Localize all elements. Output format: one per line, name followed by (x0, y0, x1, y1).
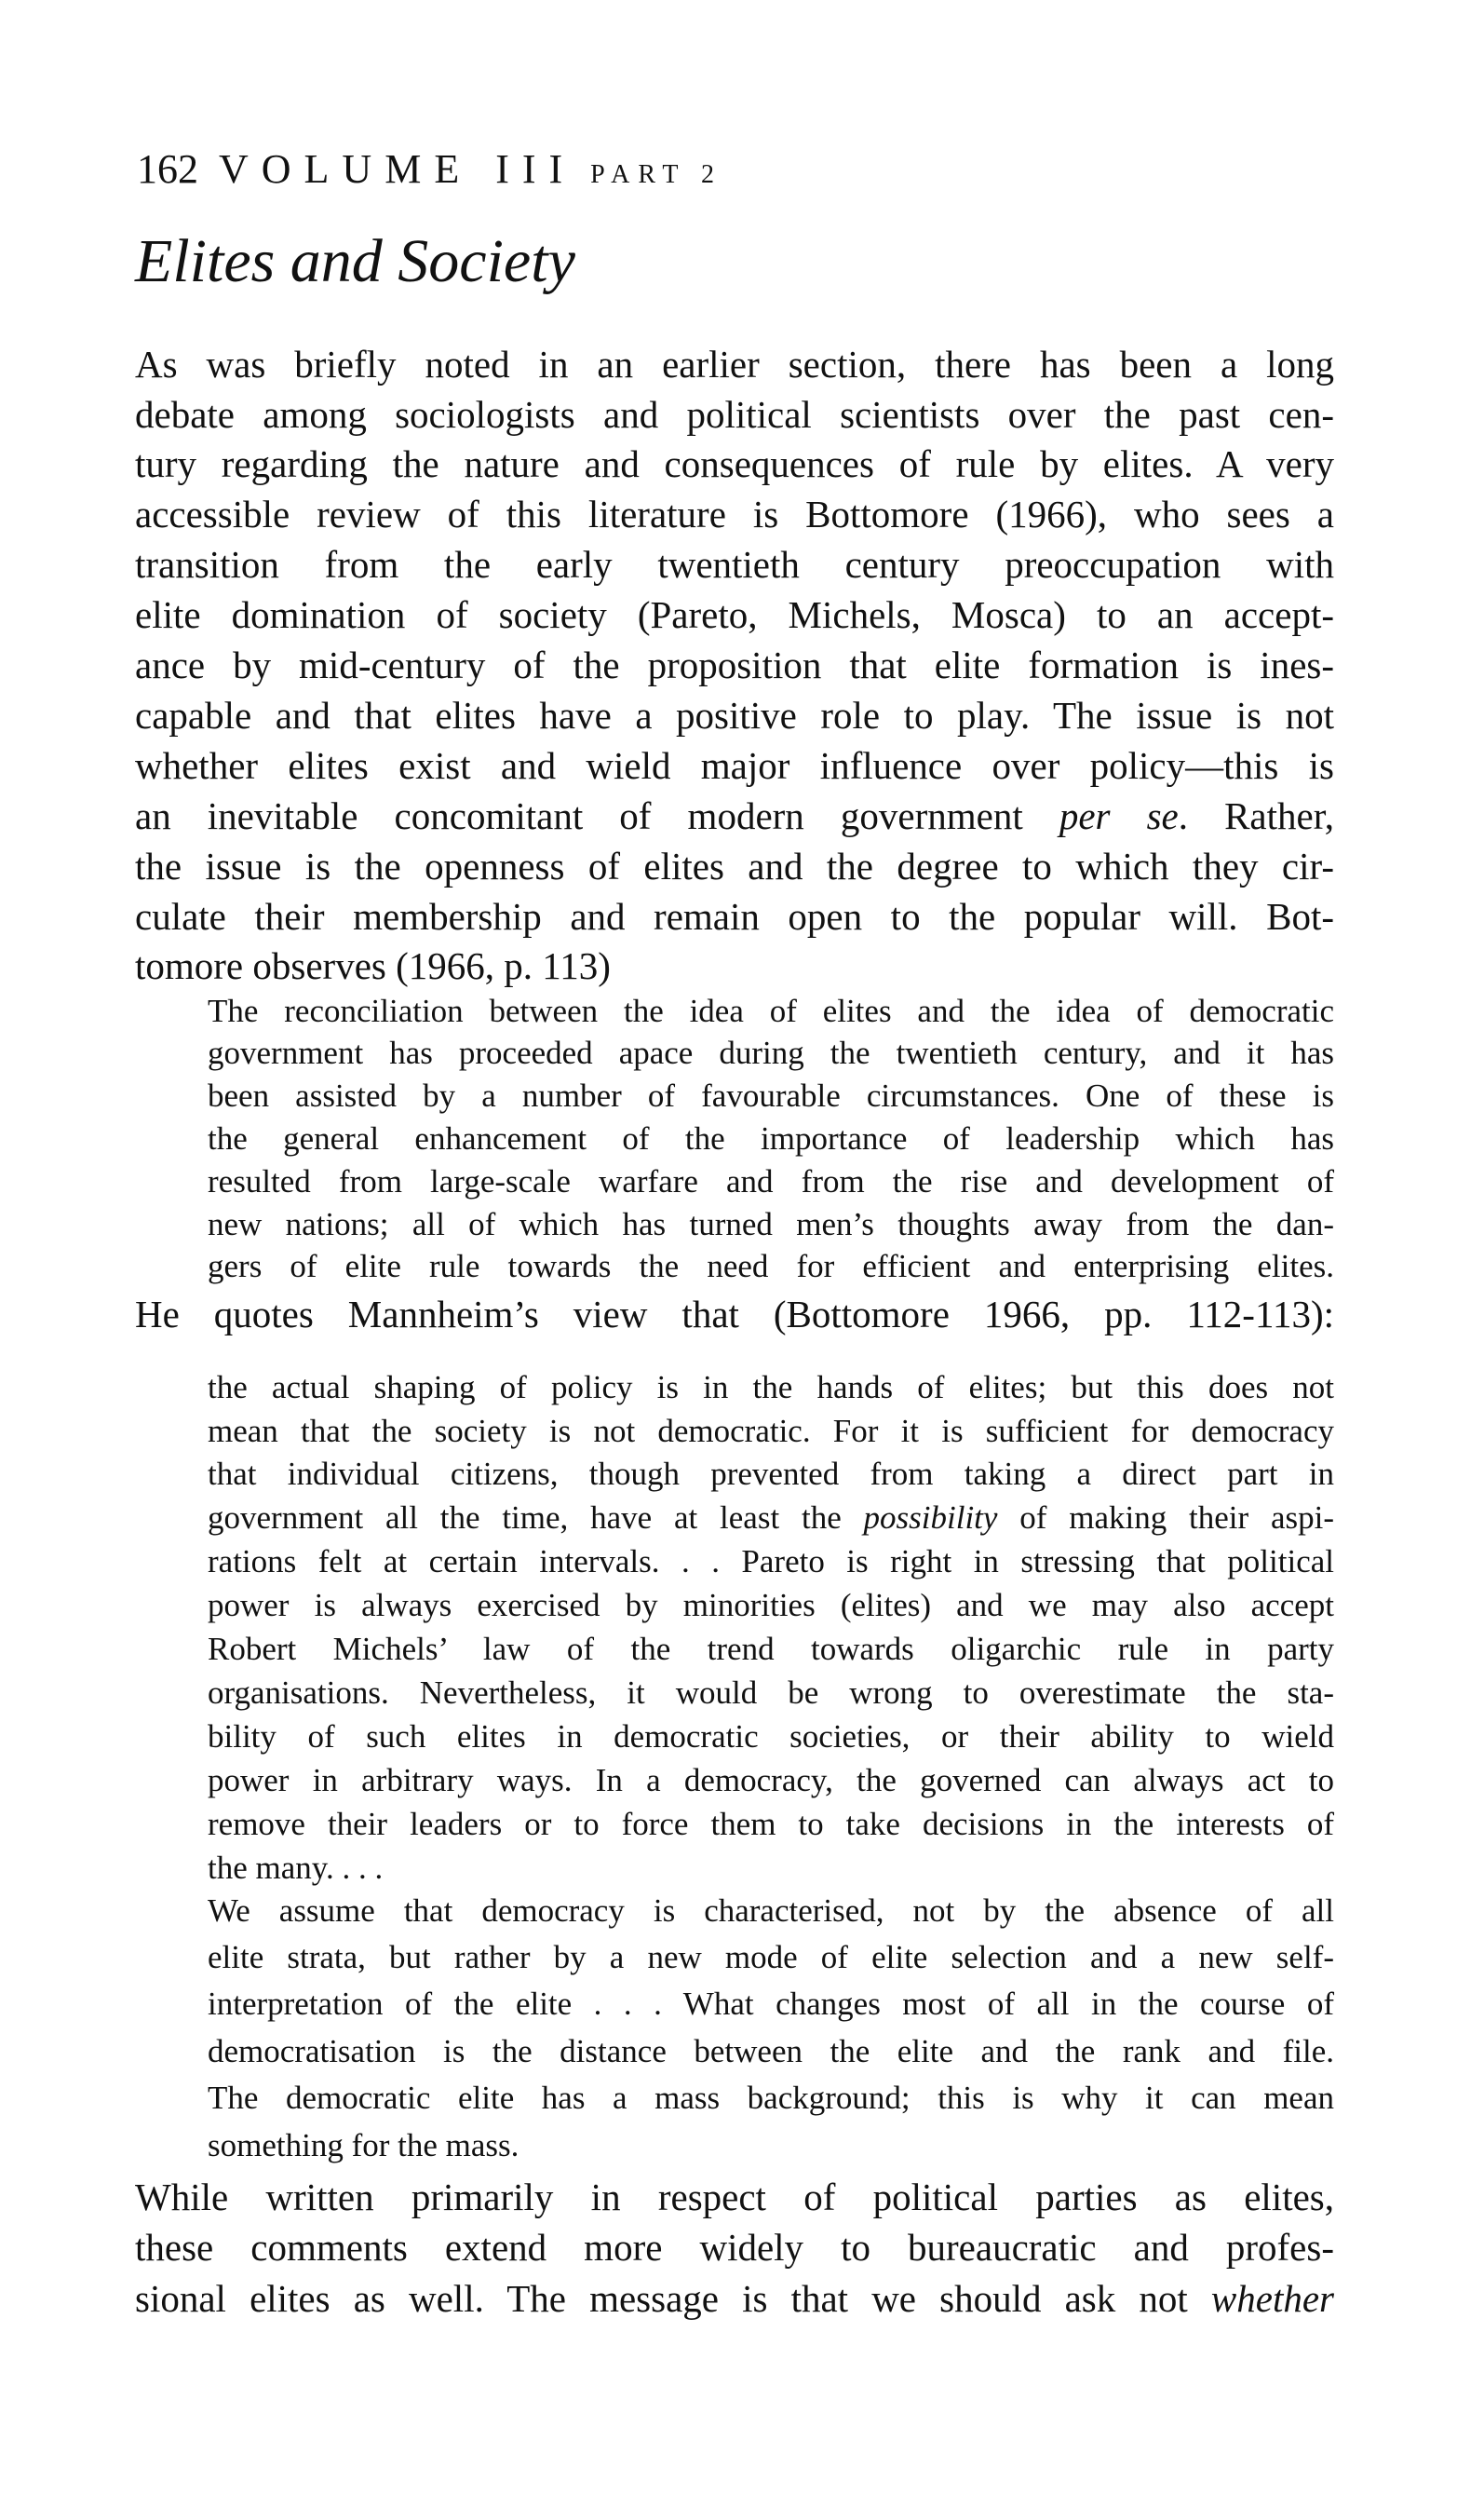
text-run: . Rather, (1178, 793, 1334, 837)
text-line (208, 1162, 1334, 1200)
page-number: 162 (137, 146, 198, 192)
text-run: democratisation is the distance between the elite and the rank and file. (208, 2032, 1334, 2069)
text-line (135, 793, 1334, 837)
text-line (135, 543, 1334, 587)
text-line (208, 1120, 1334, 1158)
text-run: rations felt at certain intervals. . . Pareto is right in stressing that political (208, 1543, 1334, 1580)
text-run: culate their membership and remain open to the popular will. Bot- (135, 894, 1334, 938)
text-run: of making their aspi- (997, 1499, 1334, 1537)
text-run: mean that the society is not democratic. For it is sufficient for democracy (208, 1412, 1334, 1449)
text-run: these comments extend more widely to bureaucratic and profes- (135, 2226, 1334, 2270)
text-run: As was briefly noted in an earlier section, there has been a long (135, 342, 1334, 386)
text-line (208, 2126, 1334, 2163)
text-run: new nations; all of which has turned men’s thoughts away from the dan- (208, 1205, 1334, 1242)
text-run: elite strata, but rather by a new mode of elite selection and a new self- (208, 1939, 1334, 1976)
text-line (208, 1368, 1334, 1405)
text-run: resulted from large-scale warfare and from the rise and development of (208, 1162, 1334, 1200)
text-line (208, 1545, 1334, 1578)
text-line (135, 844, 1334, 888)
italic-text: possibility (863, 1499, 998, 1537)
text-line (208, 1078, 1334, 1115)
text-line (208, 1676, 1334, 1709)
text-run: interpretation of the elite . . . What changes most of all in the course of (208, 1986, 1334, 2023)
text-line (208, 1717, 1334, 1755)
text-run: capable and that elites have a positive role to play. The issue is not (135, 693, 1334, 737)
text-line (135, 593, 1334, 637)
text-line (135, 495, 1334, 534)
text-run: Robert Michels’ law of the trend towards oligarchic rule in party (208, 1631, 1334, 1668)
running-head (137, 146, 722, 196)
text-run: debate among sociologists and political scientists over the past cen- (135, 392, 1334, 436)
text-line (208, 1891, 1334, 1929)
text-run: bility of such elites in democratic societies, or their ability to wield (208, 1717, 1334, 1755)
text-run: power in arbitrary ways. In a democracy, the governed can always act to (208, 1761, 1334, 1798)
text-line (135, 743, 1334, 787)
text-line (135, 693, 1334, 737)
text-line (208, 1805, 1334, 1842)
text-line (208, 2032, 1334, 2069)
text-line (135, 1292, 1334, 1335)
text-run: While written primarily in respect of political parties as elites, (135, 2175, 1334, 2218)
text-line (135, 392, 1334, 436)
text-line (208, 1939, 1334, 1976)
text-line (208, 1248, 1334, 1285)
text-run: power is always exercised by minorities (elites) and we may also accept (208, 1587, 1334, 1624)
section-title: Elites and Society (135, 227, 575, 295)
text-run: tury regarding the nature and consequences of rule by elites. A very (135, 442, 1334, 486)
text-run: ance by mid-century of the proposition that elite formation is ines- (135, 644, 1334, 687)
text-run: an inevitable concomitant of modern government (135, 793, 1059, 837)
text-line (208, 1035, 1334, 1072)
text-line (135, 2276, 1334, 2320)
text-line (208, 1587, 1334, 1624)
text-run: whether elites exist and wield major influence over policy—this is (135, 743, 1334, 787)
text-run: organisations. Nevertheless, it would be wrong to overestimate the sta- (208, 1674, 1334, 1711)
text-run: We assume that democracy is characterised, not by the absence of all (208, 1891, 1334, 1929)
part-label: PART 2 (590, 160, 722, 189)
text-run: tomore observes (1966, p. 113) (135, 944, 611, 988)
text-line (208, 1851, 1334, 1884)
text-run: gers of elite rule towards the need for efficient and enterprising elites. (208, 1248, 1334, 1285)
text-line (135, 2175, 1334, 2218)
text-line (135, 442, 1334, 486)
italic-text: whether (1210, 2276, 1334, 2320)
text-run: the issue is the openness of elites and the degree to which they cir- (135, 844, 1334, 888)
volume-label: VOLUME III (219, 146, 576, 192)
text-run: been assisted by a number of favourable circumstances. One of these is (208, 1078, 1334, 1115)
text-run: the general enhancement of the importance of leadership which has (208, 1120, 1334, 1158)
text-line (135, 944, 1334, 988)
text-line (135, 342, 1334, 386)
text-run: the many. . . . (208, 1849, 384, 1886)
text-run: remove their leaders or to force them to take decisions in the interests of (208, 1805, 1334, 1842)
text-run: something for the mass. (208, 2126, 519, 2163)
text-run: accessible review of this literature is Bottomore (1966), who sees a (135, 493, 1334, 536)
text-line (208, 1761, 1334, 1798)
text-run: He quotes Mannheim’s view that (Bottomore 1966, pp. 112-113): (135, 1292, 1334, 1335)
text-line (208, 1631, 1334, 1668)
text-line (208, 1456, 1334, 1493)
text-line (208, 1499, 1334, 1537)
text-run: government all the time, have at least the (208, 1499, 864, 1537)
text-line (208, 1205, 1334, 1242)
text-line (135, 894, 1334, 938)
italic-text: per se (1059, 793, 1179, 837)
text-line (135, 646, 1334, 685)
text-run: that individual citizens, though prevented from taking a direct part in (208, 1456, 1334, 1493)
text-run: The reconciliation between the idea of elites and the idea of democratic (208, 992, 1334, 1029)
text-run: The democratic elite has a mass background; this is why it can mean (208, 2080, 1334, 2117)
text-run: elite domination of society (Pareto, Michels, Mosca) to an accept- (135, 593, 1334, 637)
text-line (208, 2080, 1334, 2117)
text-run: transition from the early twentieth century preoccupation with (135, 543, 1334, 587)
text-line (208, 1986, 1334, 2023)
text-run: the actual shaping of policy is in the hands of elites; but this does not (208, 1368, 1334, 1405)
text-line (135, 2226, 1334, 2270)
text-run: government has proceeded apace during the twentieth century, and it has (208, 1035, 1334, 1072)
text-line (208, 1412, 1334, 1449)
text-run: sional elites as well. The message is that we should ask not (135, 2276, 1211, 2320)
text-line (208, 992, 1334, 1029)
